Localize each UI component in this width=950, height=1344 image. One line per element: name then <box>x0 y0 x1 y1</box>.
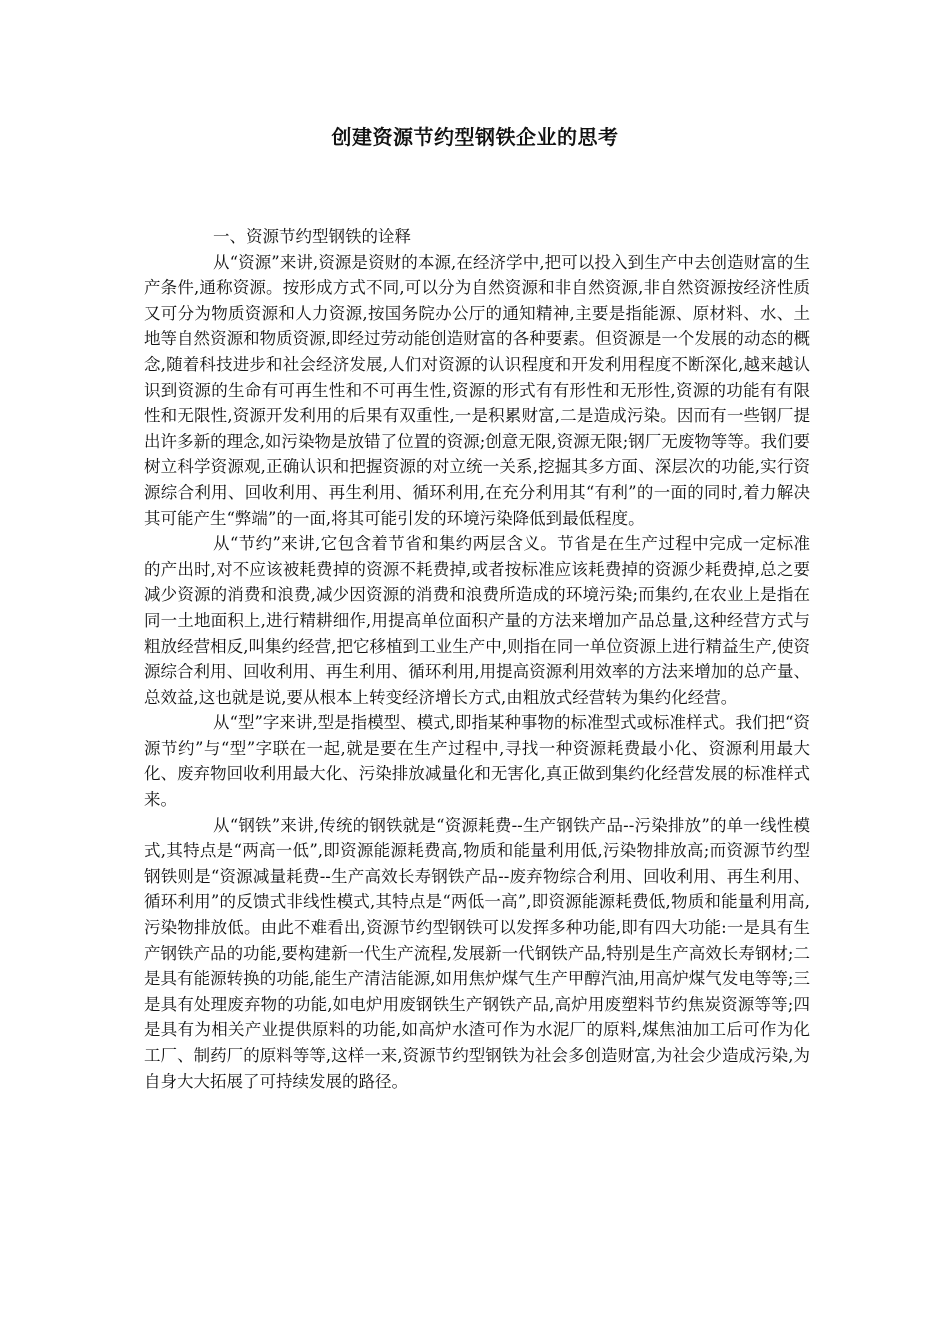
paragraph-conservation: 从“节约”来讲,它包含着节省和集约两层含义。节省是在生产过程中完成一定标准的产出时,对不应该被耗费掉的资源不耗费掉,或者按标准应该耗费掉的资源少耗费掉,总之要减少资源的消费和浪费,减少因资源的消费和浪费所造成的环境污染;而集约,在农业上是指在同一土地面积上,进行精耕细作,用提高单位面积产量的方法来增加产品总量,这种经营方式与粗放经营相反,叫集约经营,把它移植到工业生产中,则指在同一单位资源上进行精益生产,使资源综合利用、回收利用、再生利用、循环利用,用提高资源利用效率的方法来增加的总产量、总效益,这也就是说,要从根本上转变经济增长方式,由粗放式经营转为集约化经营。 <box>144 534 810 707</box>
paragraph-type: 从“型”字来讲,型是指模型、模式,即指某种事物的标准型式或标准样式。我们把“资源节约”与“型”字联在一起,就是要在生产过程中,寻找一种资源耗费最小化、资源利用最大化、废弃物回收利用最大化、污染排放减量化和无害化,真正做到集约化经营发展的标准样式来。 <box>144 713 810 810</box>
section-heading: 一、资源节约型钢铁的诠释 <box>213 227 411 246</box>
document-body <box>144 224 810 1094</box>
page-title: 创建资源节约型钢铁企业的思考 <box>331 125 619 149</box>
paragraph-steel: 从“钢铁”来讲,传统的钢铁就是“资源耗费--生产钢铁产品--污染排放”的单一线性模式,其特点是“两高一低”,即资源能源耗费高,物质和能量利用低,污染物排放高;而资源节约型钢铁则是“资源减量耗费--生产高效长寿钢铁产品--废弃物综合利用、回收利用、再生利用、循环利用”的反馈式非线性模式,其特点是“两低一高”,即资源能源耗费低,物质和能量利用高,污染物排放低。由此不难看出,资源节约型钢铁可以发挥多种功能,即有四大功能:一是具有生产钢铁产品的功能,要构建新一代生产流程,发展新一代钢铁产品,特别是生产高效长寿钢材;二是具有能源转换的功能,能生产清洁能源,如用焦炉煤气生产甲醇汽油,用高炉煤气发电等等;三是具有处理废弃物的功能,如电炉用废钢铁生产钢铁产品,高炉用废塑料节约焦炭资源等等;四是具有为相关产业提供原料的功能,如高炉水渣可作为水泥厂的原料,煤焦油加工后可作为化工厂、制药厂的原料等等,这样一来,资源节约型钢铁为社会多创造财富,为社会少造成污染,为自身大大拓展了可持续发展的路径。 <box>144 815 810 1091</box>
paragraph-resources: 从“资源”来讲,资源是资财的本源,在经济学中,把可以投入到生产中去创造财富的生产条件,通称资源。按形成方式不同,可以分为自然资源和非自然资源,非自然资源按经济性质又可分为物质资源和人力资源,按国务院办公厅的通知精神,主要是指能源、原材料、水、土地等自然资源和物质资源,即经过劳动能创造财富的各种要素。但资源是一个发展的动态的概念,随着科技进步和社会经济发展,人们对资源的认识程度和开发利用程度不断深化,越来越认识到资源的生命有可再生性和不可再生性,资源的形式有有形性和无形性,资源的功能有有限性和无限性,资源开发利用的后果有双重性,一是积累财富,二是造成污染。因而有一些钢厂提出许多新的理念,如污染物是放错了位置的资源;创意无限,资源无限;钢厂无废物等等。我们要树立科学资源观,正确认识和把握资源的对立统一关系,挖掘其多方面、深层次的功能,实行资源综合利用、回收利用、再生利用、循环利用,在充分利用其“有利”的一面的同时,着力解决其可能产生“弊端”的一面,将其可能引发的环境污染降低到最低程度。 <box>144 252 810 528</box>
